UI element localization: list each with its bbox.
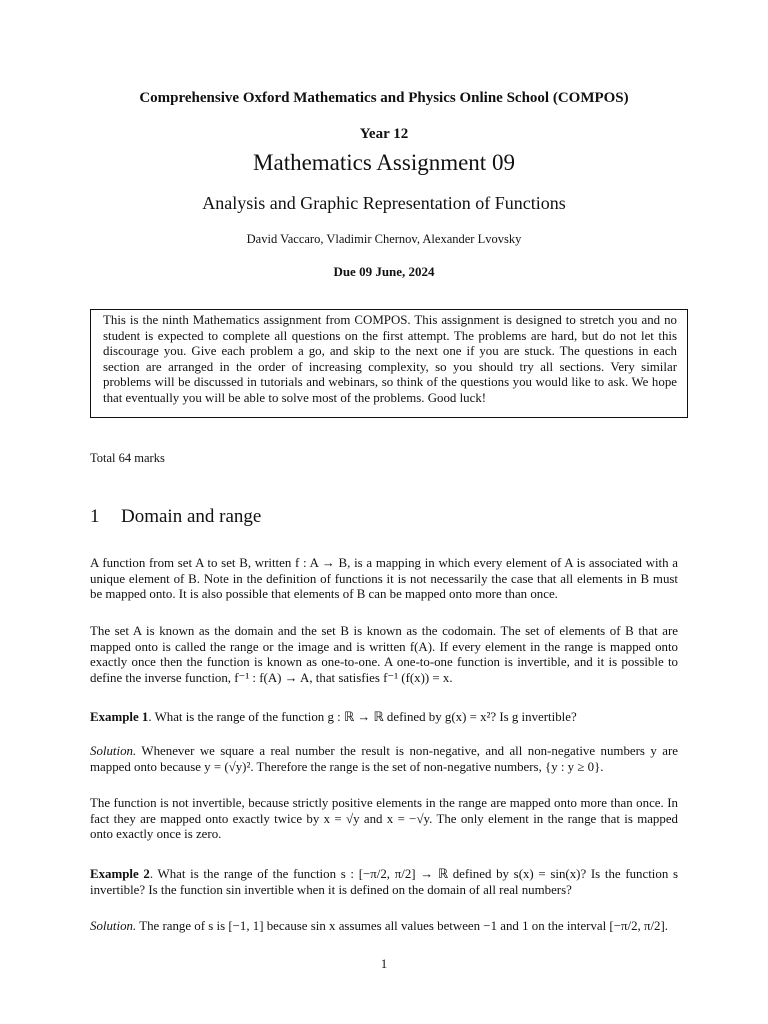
intro-box: This is the ninth Mathematics assignment from COMPOS. This assignment is designed to stretch you and no student is expected to complete all questions on the first attempt. The problems are hard, but do not let this discourage you. Give each problem a go, and skip to the next one if you are stuck. The questions in each section are arranged in the order of increasing complexity, so you should try all sections. Very similar problems will be discussed in tutorials and webinars, so think of the questions you would like to ask. We hope that eventually you will be able to solve most of the problems. Good luck!: [90, 309, 688, 418]
example-2: [90, 867, 678, 898]
solution-1: [90, 744, 678, 775]
solution-1-text: Whenever we square a real number the result is non-negative, and all non-negative numbers y are mapped onto because y = (√y)². Therefore the range is the set of non-negative numbers, {y : y ≥ 0}.: [90, 744, 678, 774]
page-number: 1: [380, 957, 388, 971]
total-marks: Total 64 marks: [90, 451, 165, 465]
example-1: [90, 710, 678, 726]
section-number: 1: [90, 506, 100, 527]
example-2-label: Example 2: [90, 867, 150, 881]
section-title: Domain and range: [121, 506, 262, 527]
paragraph-domain-codomain: The set A is known as the domain and the set B is known as the codomain. The set of elements of B that are mapped onto is called the range or the image and is written f(A). If every element in the range is mapped onto exactly once then the function is known as one-to-one. A one-to-one function is invertible, and it is possible to define the inverse function, f⁻¹ : f(A) → A, that satisfies f⁻¹ (f(x)) = x.: [90, 624, 678, 685]
authors: David Vaccaro, Vladimir Chernov, Alexander Lvovsky: [246, 232, 522, 246]
school-name: Comprehensive Oxford Mathematics and Physics Online School (COMPOS): [139, 90, 629, 106]
paragraph-not-invertible: The function is not invertible, because strictly positive elements in the range are mapped onto more than once. In fact they are mapped onto exactly twice by x = √y and x = −√y. The only element in the range that is mapped onto exactly once is zero.: [90, 796, 678, 842]
example-1-text: . What is the range of the function g : ℝ → ℝ defined by g(x) = x²? Is g invertible?: [148, 710, 577, 724]
year-label: Year 12: [359, 126, 409, 142]
page-subtitle: Analysis and Graphic Representation of Functions: [202, 193, 566, 213]
example-2-text: . What is the range of the function s : [−π/2, π/2] → ℝ defined by s(x) = sin(x)? Is the function s invertible? Is the function sin invertible when it is defined on the domain of all real numbers?: [90, 867, 678, 897]
example-1-label: Example 1: [90, 710, 149, 724]
due-date: Due 09 June, 2024: [333, 264, 435, 279]
section-heading: [90, 506, 261, 528]
solution-2-text: The range of s is [−1, 1] because sin x assumes all values between −1 and 1 on the interval [−π/2, π/2].: [136, 919, 669, 933]
solution-2: [90, 919, 678, 935]
page-title: Mathematics Assignment 09: [253, 150, 515, 175]
solution-1-label: Solution.: [90, 744, 137, 758]
paragraph-function-definition: A function from set A to set B, written f : A → B, is a mapping in which every element of A is associated with a unique element of B. Note in the definition of functions it is not necessarily the case that all elements in B must be mapped onto. It is also possible that elements of B can be mapped onto more than once.: [90, 556, 678, 602]
solution-2-label: Solution.: [90, 919, 137, 933]
